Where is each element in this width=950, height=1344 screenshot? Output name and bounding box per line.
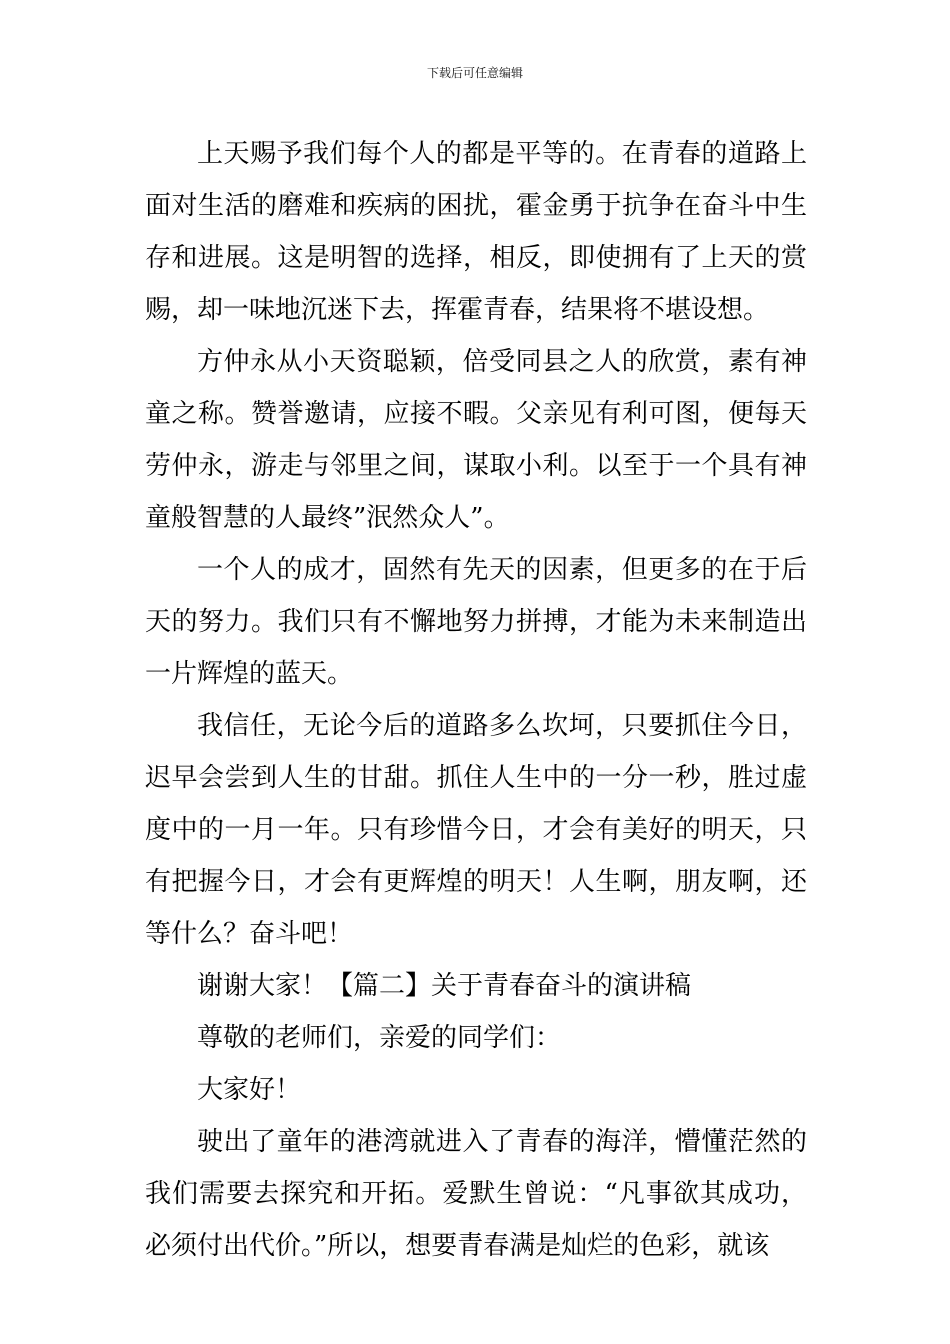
document-body <box>145 128 807 1272</box>
paragraph: 谢谢大家！【篇二】关于青春奋斗的演讲稿 <box>197 971 692 1001</box>
paragraph: 大家好！ <box>197 1075 302 1105</box>
paragraph: 方仲永从小天资聪颖，倍受同县之人的欣赏，素有神童之称。赞誉邀请，应接不暇。父亲见有利可图，便每天劳仲永，游走与邻里之间，谋取小利。以至于一个具有神童般智慧的人最终”泯然众人”。 <box>145 347 807 533</box>
paragraph: 驶出了童年的港湾就进入了青春的海洋，懵懂茫然的我们需要去探究和开拓。爱默生曾说：“凡事欲其成功，必须付出代价。”所以，想要青春满是灿烂的色彩，就该 <box>145 1127 807 1261</box>
paragraph: 上天赐予我们每个人的都是平等的。在青春的道路上面对生活的磨难和疾病的困扰，霍金勇于抗争在奋斗中生存和进展。这是明智的选择，相反，即使拥有了上天的赏赐，却一味地沉迷下去，挥霍青春，结果将不堪设想。 <box>145 139 807 325</box>
paragraph: 尊敬的老师们，亲爱的同学们： <box>197 1023 562 1053</box>
paragraph: 一个人的成才，固然有先天的因素，但更多的在于后天的努力。我们只有不懈地努力拼搏，才能为未来制造出一片辉煌的蓝天。 <box>145 555 807 689</box>
page-header: 下载后可任意编辑 <box>426 66 523 80</box>
paragraph: 我信任，无论今后的道路多么坎坷，只要抓住今日，迟早会尝到人生的甘甜。抓住人生中的一分一秒，胜过虚度中的一月一年。只有珍惜今日，才会有美好的明天，只有把握今日，才会有更辉煌的明天！人生啊，朋友啊，还等什么？奋斗吧！ <box>145 711 807 949</box>
